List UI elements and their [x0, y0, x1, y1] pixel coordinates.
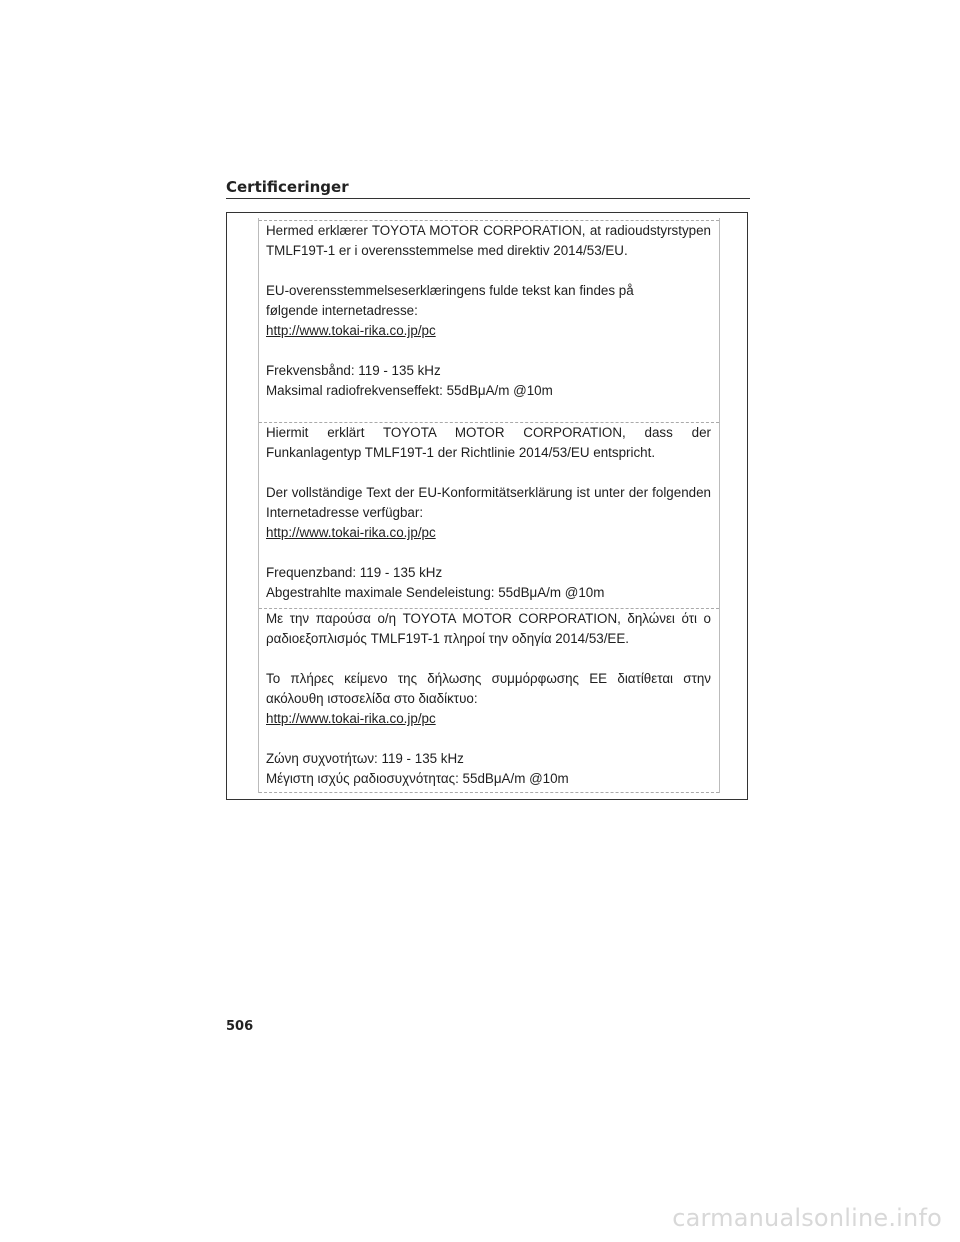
frequency-band: Frequenzband: 119 - 135 kHz — [266, 565, 443, 580]
max-power: Μέγιστη ισχύς ραδιοσυχνότητας: 55dBμA/m @10m — [266, 771, 569, 786]
declaration-url-link[interactable]: http://www.tokai-rika.co.jp/pc — [266, 711, 436, 726]
watermark: carmanualsonline.info — [672, 1204, 942, 1232]
declaration-url-link[interactable]: http://www.tokai-rika.co.jp/pc — [266, 525, 436, 540]
declaration-text: Hermed erklærer TOYOTA MOTOR CORPORATION, at radioudstyrstypen TMLF19T-1 er i overensstemmelse med direktiv 2014/53/EU. — [266, 223, 711, 258]
declaration-text: Hiermit erklärt TOYOTA MOTOR CORPORATION, dass der Funkanlagentyp TMLF19T-1 der Richtlinie 2014/53/EU entspricht. — [266, 425, 711, 460]
section-title: Certificeringer — [226, 178, 349, 196]
page-number: 506 — [226, 1019, 254, 1034]
cert-block-greek — [259, 608, 719, 793]
full-text-info: EU-overensstemmelseserklæringens fulde tekst kan findes på følgende internetadresse: — [266, 283, 634, 318]
certification-scan — [258, 218, 720, 793]
title-divider — [226, 198, 750, 199]
frequency-band: Frekvensbånd: 119 - 135 kHz — [266, 363, 441, 378]
declaration-url-link[interactable]: http://www.tokai-rika.co.jp/pc — [266, 323, 436, 338]
frequency-band: Ζώνη συχνοτήτων: 119 - 135 kHz — [266, 751, 464, 766]
max-power: Abgestrahlte maximale Sendeleistung: 55dBμA/m @10m — [266, 585, 605, 600]
full-text-info: Der vollständige Text der EU-Konformitätserklärung ist unter der folgenden Internetadresse verfügbar: — [266, 485, 711, 520]
cert-block-german — [259, 422, 719, 608]
cert-block-danish — [259, 220, 719, 422]
full-text-info: Το πλήρες κείμενο της δήλωσης συμμόρφωσης ΕΕ διατίθεται στην ακόλουθη ιστοσελίδα στο διαδίκτυο: — [266, 671, 711, 706]
declaration-text: Με την παρούσα ο/η TOYOTA MOTOR CORPORATION, δηλώνει ότι ο ραδιοεξοπλισμός TMLF19T-1 πληροί την οδηγία 2014/53/ΕΕ. — [266, 611, 711, 646]
max-power: Maksimal radiofrekvenseffekt: 55dBμA/m @10m — [266, 383, 553, 398]
